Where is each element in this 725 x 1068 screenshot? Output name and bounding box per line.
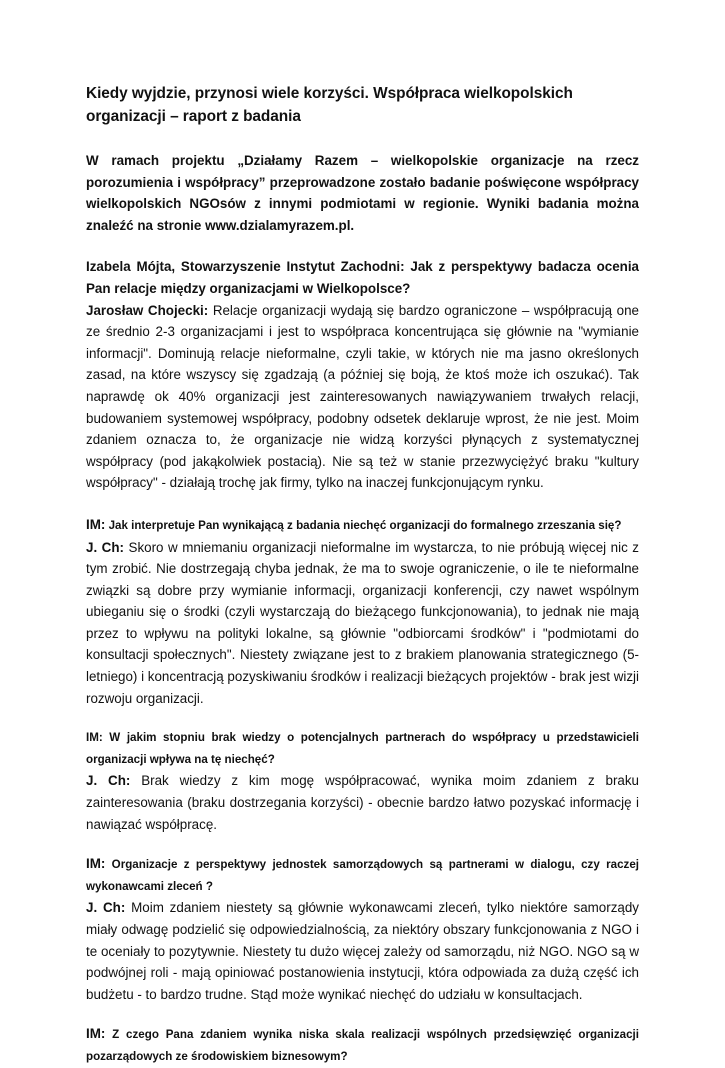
qa-block-1 [86,256,639,494]
intro-paragraph: W ramach projektu „Działamy Razem – wielkopolskie organizacje na rzecz porozumienia i współpracy” przeprowadzone zostało badanie poświęcone współpracy wielkopolskich NGOsów z innymi podmiotami w regionie. Wyniki badania można znaleźć na stronie www.dzialamyrazem.pl. [86,153,639,233]
question-text: Organizacje z perspektywy jednostek samorządowych są partnerami w dialogu, czy raczej wykonawcami zleceń ? [86,858,639,893]
answer-4 [86,897,639,1005]
question-1: Izabela Mójta, Stowarzyszenie Instytut Zachodni: Jak z perspektywy badacza ocenia Pan relacje między organizacjami w Wielkopolsce? [86,259,639,296]
qa-block-3 [86,727,639,835]
qa-block-5 [86,1023,639,1067]
speaker-label: J. Ch: [86,900,126,916]
qa-block-4 [86,853,639,1005]
answer-text: Brak wiedzy z kim mogę współpracować, wynika moim zdaniem z braku zainteresowania (braku dostrzegania korzyści) - obecnie bardzo łatwo pozyskać informację i nawiązać współpracę. [86,773,639,832]
answer-2 [86,537,639,710]
question-text: Z czego Pana zdaniem wynika niska skala realizacji wspólnych przedsięwzięć organizacji pozarządowych ze środowiskiem biznesowym? [86,1028,639,1063]
question-text: Jak interpretuje Pan wynikającą z badania niechęć organizacji do formalnego zrzeszania się? [105,518,622,532]
question-4 [86,853,639,897]
interviewer-label: IM: [86,1026,106,1042]
answer-text: Relacje organizacji wydają się bardzo ograniczone – współpracują one ze średnio 2-3 organizacjami i jest to współpraca koncentrująca się głównie na "wymianie informacji". Dominują relacje nieformalne, czyli takie, w których nie ma jasno określonych zasad, na które wszyscy się zgadzają (a później się boją, że ktoś może ich oszukać). Tak naprawdę ok 40% organizacji jest zainteresowanych nawiązywaniem trwałych relacji, budowaniem systemowej współpracy, podobny odsetek deklaruje wprost, że nie jest. Moim zdaniem oznacza to, że organizacje nie widzą korzyści płynących z systematycznej współpracy (pod jakąkolwiek postacią). Nie są też w stanie przezwyciężyć braku "kultury współpracy" - działają trochę jak firmy, tylko na inaczej funkcjonującym rynku. [86,302,639,491]
answer-1 [86,300,639,494]
question-5 [86,1023,639,1067]
speaker-label: Jarosław Chojecki: [86,302,209,318]
question-2 [86,514,639,537]
answer-3 [86,770,639,835]
speaker-label: J. Ch: [86,773,131,789]
question-3: IM: W jakim stopniu brak wiedzy o potencjalnych partnerach do współpracy u przedstawicieli organizacji wpływa na tę niechęć? [86,731,639,766]
answer-text: Skoro w mniemaniu organizacji nieformalne im wystarcza, to nie próbują więcej nic z tym zrobić. Nie dostrzegają chyba jednak, że ma to swoje ograniczenie, o ile te nieformalne związki są dobre przy wymianie informacji, organizacji konferencji, czy nawet wspólnym ubieganiu się o środki (czyli wystarczają do bieżącego funkcjonowania), to jednak nie mają przez to wpływu na polityki lokalne, są głównie "odbiorcami środków" i "podmiotami do konsultacji społecznych". Niestety związane jest to z brakiem planowania strategicznego (5-letniego) i koncentracją pozyskiwaniu środków i realizacji bieżących projektów - brak jest wizji rozwoju organizacji. [86,539,639,706]
answer-text: Moim zdaniem niestety są głównie wykonawcami zleceń, tylko niektóre samorządy miały odwagę podzielić się odpowiedzialnością, za niektóry obszary funkcjonowania z NGO i te oceniały to pozytywnie. Niestety tu dużo więcej zależy od samorządu, niż NGO. NGO są w podwójnej roli - mają opiniować postanowienia instytucji, która odpowiada za dużą część ich budżetu - to bardzo trudne. Stąd może wynikać niechęć do udziału w konsultacjach. [86,900,640,1002]
interviewer-label: IM: [86,856,106,872]
qa-block-2 [86,514,639,709]
interviewer-label: IM: [86,516,106,532]
speaker-label: J. Ch: [86,539,124,555]
document-title: Kiedy wyjdzie, przynosi wiele korzyści. Współpraca wielkopolskich organizacji – raport z badania [86,85,573,125]
